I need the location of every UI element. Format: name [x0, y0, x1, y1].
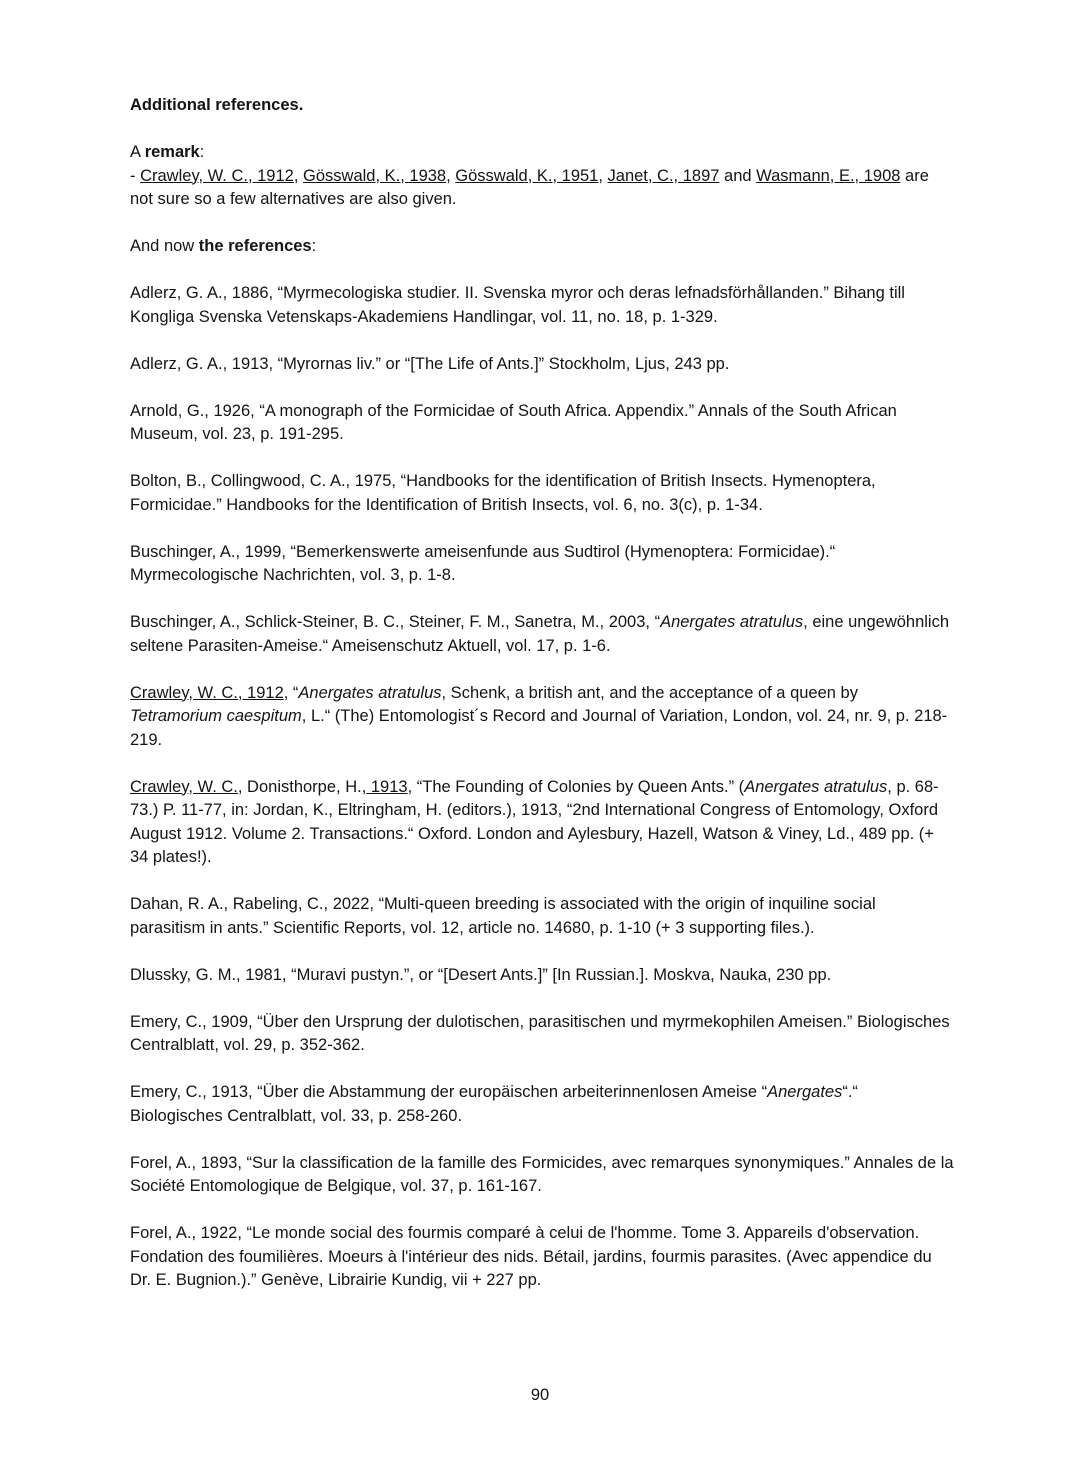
text-segment: Adlerz, G. A., 1913, “Myrornas liv.” or “[The Life of Ants.]” Stockholm, Ljus, 243 pp.: [130, 354, 730, 373]
text-segment: Anergates atratulus: [298, 683, 442, 702]
reference-entry: [130, 470, 954, 517]
text-segment: Crawley, W. C., 1912: [140, 166, 294, 185]
text-segment: Gösswald, K., 1938: [303, 166, 447, 185]
text-segment: Bolton, B., Collingwood, C. A., 1975, “Handbooks for the identification of British Insects. Hymenoptera, Formicidae.” Handbooks for the Identification of British Insects, vol. 6, no. 3(c), p. 1-34.: [130, 472, 876, 514]
text-segment: remark: [144, 143, 200, 161]
page-title: Additional references.: [130, 96, 304, 114]
text-segment: Crawley, W. C., 1912: [130, 683, 284, 702]
text-segment: ,: [446, 166, 456, 185]
references-intro: [130, 235, 954, 259]
text-segment: Anergates atratulus: [744, 777, 888, 796]
text-segment: 1913: [366, 777, 408, 796]
text-segment: , Schenk, a british ant, and the acceptance of a queen by: [441, 683, 858, 702]
text-segment: ,: [293, 166, 304, 185]
text-segment: , “The Founding of Colonies by Queen Ants.” (: [407, 777, 745, 796]
text-segment: Adlerz, G. A., 1886, “Myrmecologiska studier. II. Svenska myror och deras lefnadsförhållanden.” Bihang till Kongliga Svenska Vetenskaps-Akademiens Handlingar, vol. 11, no. 18, p. 1-329.: [130, 284, 905, 326]
text-segment: -: [130, 166, 141, 185]
text-segment: Wasmann, E., 1908: [756, 166, 901, 185]
text-segment: Emery, C., 1913, “Über die Abstammung der europäischen arbeiterinnenlosen Ameise “: [130, 1083, 768, 1101]
reference-entry: [130, 964, 954, 988]
text-segment: :: [311, 237, 317, 255]
text-segment: Arnold, G., 1926, “A monograph of the Formicidae of South Africa. Appendix.” Annals of the South African Museum, vol. 23, p. 191-295.: [130, 401, 897, 443]
text-segment: , “: [283, 683, 299, 702]
text-segment: Anergates: [767, 1083, 843, 1101]
text-segment: And now: [130, 237, 199, 255]
text-segment: ,: [598, 166, 608, 185]
text-segment: Donisthorpe, H.,: [242, 777, 367, 796]
text-segment: Crawley, W. C.,: [130, 777, 243, 796]
text-segment: Buschinger, A., Schlick-Steiner, B. C., Steiner, F. M., Sanetra, M., 2003, “: [130, 613, 661, 631]
remark-label: [130, 141, 954, 165]
text-segment: the references: [198, 237, 312, 255]
text-segment: Anergates atratulus: [660, 613, 804, 631]
text-segment: Buschinger, A., 1999, “Bemerkenswerte ameisenfunde aus Sudtirol (Hymenoptera: Formicidae).“ Myrmecologische Nachrichten, vol. 3, p. 1-8.: [130, 542, 836, 584]
page-number: 90: [530, 1386, 550, 1404]
text-segment: Forel, A., 1893, “Sur la classification de la famille des Formicides, avec remarques synonymiques.” Annales de la Société Entomologique de Belgique, vol. 37, p. 161-167.: [130, 1153, 954, 1195]
reference-entry: [130, 1081, 954, 1128]
reference-entry: [130, 682, 954, 753]
reference-entry: [130, 353, 954, 377]
reference-entry: [130, 893, 954, 940]
text-segment: Forel, A., 1922, “Le monde social des fourmis comparé à celui de l'homme. Tome 3. Appareils d'observation. Fondation des foumilières. Moeurs à l'intérieur des nids. Bétail, jardins, fourmis parasites. (Avec appendice du Dr. E. Bugnion.).” Genève, Librairie Kundig, vii + 227 pp.: [130, 1224, 932, 1289]
text-segment: “.“ Biologisches Centralblatt, vol. 33, p. 258-260.: [130, 1083, 858, 1125]
text-segment: Tetramorium caespitum: [130, 707, 302, 725]
text-segment: , L.“ (The) Entomologist´s Record and Journal of Variation, London, vol. 24, nr. 9, p. 218-219.: [130, 707, 948, 749]
text-segment: Dahan, R. A., Rabeling, C., 2022, “Multi-queen breeding is associated with the origin of inquiline social parasitism in ants.” Scientific Reports, vol. 12, article no. 14680, p. 1-10 (+ 3 supporting files.).: [130, 895, 876, 937]
text-segment: Dlussky, G. M., 1981, “Muravi pustyn.”, or “[Desert Ants.]” [In Russian.]. Moskva, Nauka, 230 pp.: [130, 965, 832, 984]
reference-entry: [130, 611, 954, 658]
remark-body: [130, 165, 954, 212]
text-segment: , eine ungewöhnlich seltene Parasiten-Ameise.“ Ameisenschutz Aktuell, vol. 17, p. 1-6.: [130, 613, 950, 655]
document-body: [130, 94, 954, 1316]
reference-entry: [130, 776, 954, 870]
text-segment: are not sure so a few alternatives are also given.: [130, 166, 929, 208]
reference-entry: [130, 282, 954, 329]
text-segment: Janet, C., 1897: [607, 166, 720, 185]
text-segment: Gösswald, K., 1951: [455, 166, 599, 185]
reference-entry: [130, 541, 954, 588]
reference-entry: [130, 1222, 954, 1293]
reference-entry: [130, 1152, 954, 1199]
text-segment: :: [199, 143, 205, 161]
reference-entry: [130, 1011, 954, 1058]
text-segment: and: [719, 166, 757, 185]
text-segment: , p. 68-73.) P. 11-77, in: Jordan, K., Eltringham, H. (editors.), 1913, “2nd International Congress of Entomology, Oxford August 1912. Volume 2. Transactions.“ Oxford. London and Aylesbury, Hazell, Watson & Viney, Ld., 489 pp. (+ 34 plates!).: [130, 777, 939, 866]
reference-entry: [130, 400, 954, 447]
text-segment: A: [130, 143, 145, 161]
text-segment: Emery, C., 1909, “Über den Ursprung der dulotischen, parasitischen und myrmekophilen Ameisen.” Biologisches Centralblatt, vol. 29, p. 352-362.: [130, 1012, 950, 1054]
